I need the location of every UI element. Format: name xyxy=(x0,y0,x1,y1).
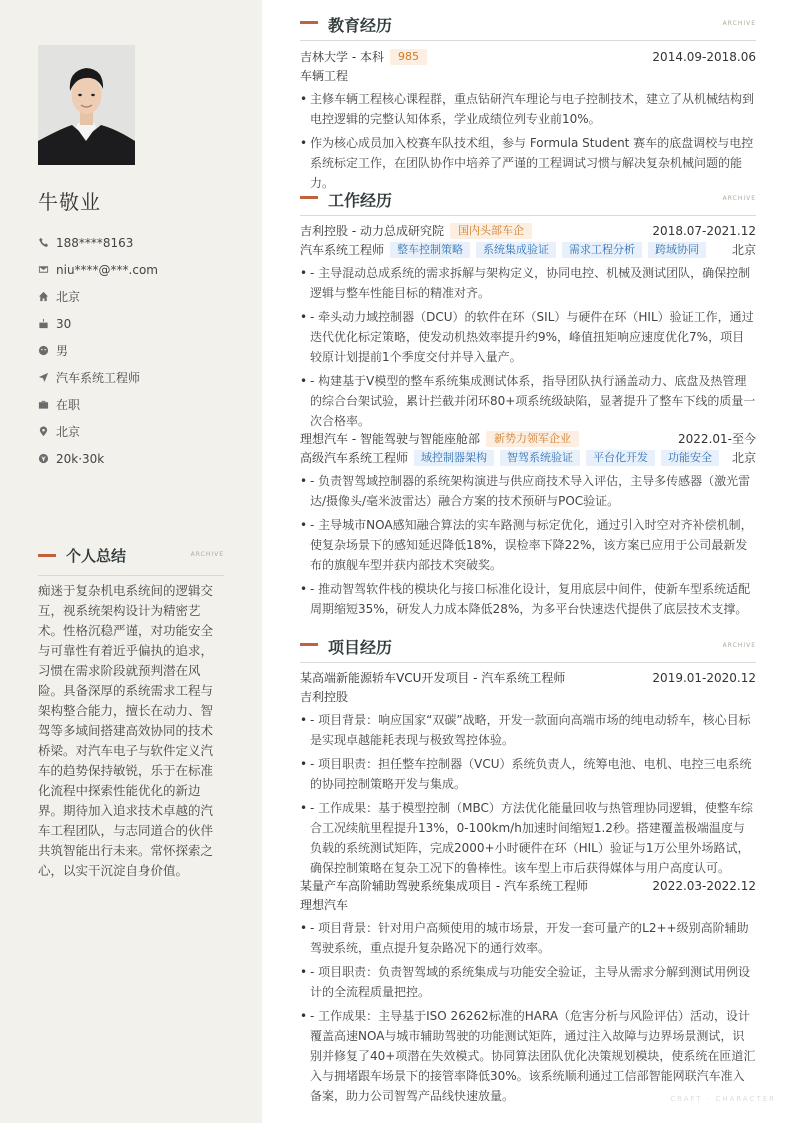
profile-photo xyxy=(38,45,135,165)
company-name: 吉利控股 - 动力总成研究院 xyxy=(300,224,444,238)
work-entry xyxy=(300,221,756,431)
education-section-header xyxy=(300,10,756,41)
work-section-header xyxy=(300,185,756,216)
list-item: • - 负责智驾域控制器的系统架构演进与供应商技术导入评估，主导多传感器（激光雷达/摄像头/毫米波雷达）融合方案的技术预研与POC验证。 xyxy=(300,471,756,511)
job-role: 高级汽车系统工程师 xyxy=(300,451,409,465)
contact-email xyxy=(38,256,248,283)
section-accent-bar xyxy=(300,21,318,24)
list-item: • - 构建基于V模型的整车系统集成测试体系，指导团队执行涵盖动力、底盘及热管理的综合台架试验，累计拦截并闭环80+项系统级缺陷，显著提升了整车下线的质量一次合格率。 xyxy=(300,371,756,431)
project-org: 理想汽车 xyxy=(300,898,349,912)
summary-text: 痴迷于复杂机电系统间的逻辑交互，视系统架构设计为精密艺术。性格沉稳严谨，对功能安全与可靠性有着近乎偏执的追求，习惯在需求阶段就预判潜在风险。具备深厚的系统需求工程与架构整合能力，擅长在动力、智驾等多域间搭建高效协同的技术桥梁。对汽车电子与软件定义汽车的趋势保持敏锐，乐于在标准化流程中探索性能优化的新边界。期待加入追求技术卓越的汽车工程团队，与志同道合的伙伴共筑智能出行未来。常怀探索之心，以实干沉淀自身价值。 xyxy=(38,583,214,878)
list-item: • - 项目背景：针对用户高频使用的城市场景，开发一套可量产的L2++级别高阶辅助驾驶系统，重点提升复杂路况下的通行效率。 xyxy=(300,918,756,958)
major: 车辆工程 xyxy=(300,69,349,83)
section-tag: ARCHIVE xyxy=(722,642,756,649)
skill-tag: 整车控制策略 xyxy=(390,242,470,258)
list-item: • - 工作成果：主导基于ISO 26262标准的HARA（危害分析与风险评估）活动，设计覆盖高速NOA与城市辅助驾驶的功能测试矩阵，通过注入故障与边界场景测试，识别并修复了40+项潜在失效模式。协同算法团队优化决策规划模块，使系统在匝道汇入与拥堵跟车场景下的接管率降低30%。该系统顺利通过工信部智能网联汽车准入备案，助力公司智驾产品线快速放量。 xyxy=(300,1006,756,1106)
section-accent-bar xyxy=(300,196,318,199)
project-entry xyxy=(300,876,756,1106)
list-item: • 作为核心成员加入校赛车队技术组，参与 Formula Student 赛车的底盘调校与电控系统标定工作，在团队协作中培养了严谨的工程调试习惯与解决复杂机械问题的能力。 xyxy=(300,133,756,193)
section-tag: ARCHIVE xyxy=(190,551,224,558)
list-item: • - 推动智驾软件栈的模块化与接口标准化设计，复用底层中间件，使新车型系统适配周期缩短35%，研发人力成本降低28%，为多平台快速迭代提供了底层技术支撑。 xyxy=(300,579,756,619)
gender-icon xyxy=(38,345,56,356)
contact-text: 在职 xyxy=(56,398,81,412)
section-accent-bar xyxy=(300,643,318,646)
project-period: 2022.03-2022.12 xyxy=(652,878,756,893)
cake-icon xyxy=(38,318,56,329)
list-item: • - 项目背景：响应国家“双碳”战略，开发一款面向高端市场的纯电动轿车，核心目标是实现卓越能耗表现与极致驾控体验。 xyxy=(300,710,756,750)
candidate-name: 牛敬业 xyxy=(38,190,101,214)
section-tag: ARCHIVE xyxy=(722,20,756,27)
briefcase-icon xyxy=(38,399,56,410)
job-period: 2022.01-至今 xyxy=(678,432,756,446)
contact-home xyxy=(38,283,248,310)
skill-tag: 平台化开发 xyxy=(586,450,655,466)
project-period: 2019.01-2020.12 xyxy=(652,670,756,685)
contact-position xyxy=(38,364,248,391)
home-icon xyxy=(38,291,56,302)
school-name: 吉林大学 - 本科 xyxy=(300,50,384,64)
list-item: • - 主导城市NOA感知融合算法的实车路测与标定优化，通过引入时空对齐补偿机制，使复杂场景下的感知延迟降低18%，误检率下降22%，该方案已应用于公司最新发布的旗舰车型并获内部技术突破奖。 xyxy=(300,515,756,575)
contact-list xyxy=(38,229,248,472)
skill-tag: 智驾系统验证 xyxy=(500,450,580,466)
contact-phone xyxy=(38,229,248,256)
project-name: 某量产车高阶辅助驾驶系统集成项目 - 汽车系统工程师 xyxy=(300,879,588,893)
mail-icon xyxy=(38,264,56,275)
project-name: 某高端新能源轿车VCU开发项目 - 汽车系统工程师 xyxy=(300,671,566,685)
contact-text: 188****8163 xyxy=(56,235,134,250)
list-item: • 主修车辆工程核心课程群，重点钻研汽车理论与电子控制技术，建立了从机械结构到电控逻辑的完整认知体系，学业成绩位列专业前10%。 xyxy=(300,89,756,129)
skill-tag: 需求工程分析 xyxy=(562,242,642,258)
contact-text: 20k·30k xyxy=(56,451,105,466)
section-title: 工作经历 xyxy=(328,191,393,210)
contact-text: 北京 xyxy=(56,290,81,304)
contact-text: 男 xyxy=(56,344,69,358)
list-item: • - 项目职责：负责智驾域的系统集成与功能安全验证，主导从需求分解到测试用例设计的全流程质量把控。 xyxy=(300,962,756,1002)
contact-text: 汽车系统工程师 xyxy=(56,371,141,385)
contact-text: 北京 xyxy=(56,425,81,439)
list-item: • - 牵头动力域控制器（DCU）的软件在环（SIL）与硬件在环（HIL）验证工作，通过迭代优化标定策略，使发动机热效率提升约9%，峰值扭矩响应速度优化7%，项目较原计划提前1个季度交付并导入量产。 xyxy=(300,307,756,367)
education-period: 2014.09-2018.06 xyxy=(652,49,756,64)
skill-tag: 域控制器架构 xyxy=(414,450,494,466)
school-badge: 985 xyxy=(390,49,427,65)
list-item: • - 项目职责：担任整车控制器（VCU）系统负责人，统筹电池、电机、电控三电系统的协同控制策略开发与集成。 xyxy=(300,754,756,794)
section-accent-bar xyxy=(38,554,56,557)
job-city: 北京 xyxy=(731,451,756,465)
summary-section-header xyxy=(38,545,224,576)
section-title: 项目经历 xyxy=(328,638,393,657)
phone-icon xyxy=(38,237,56,248)
skill-tag: 功能安全 xyxy=(661,450,719,466)
contact-gender xyxy=(38,337,248,364)
project-entry xyxy=(300,668,756,878)
skill-tag: 跨域协同 xyxy=(648,242,706,258)
company-badge: 国内头部车企 xyxy=(450,223,532,239)
projects-section-header xyxy=(300,632,756,663)
location-pin-icon xyxy=(38,426,56,437)
job-role: 汽车系统工程师 xyxy=(300,243,385,257)
job-city: 北京 xyxy=(731,243,756,257)
project-org: 吉利控股 xyxy=(300,690,349,704)
job-period: 2018.07-2021.12 xyxy=(652,223,756,238)
skill-tag: 系统集成验证 xyxy=(476,242,556,258)
contact-text: niu****@***.com xyxy=(56,262,158,277)
contact-salary xyxy=(38,445,248,472)
company-badge: 新势力领军企业 xyxy=(486,431,579,447)
company-name: 理想汽车 - 智能驾驶与智能座舱部 xyxy=(300,432,480,446)
section-title: 教育经历 xyxy=(328,16,393,35)
send-icon xyxy=(38,372,56,383)
list-item: • - 主导混动总成系统的需求拆解与架构定义，协同电控、机械及测试团队，确保控制逻辑与整车性能目标的精准对齐。 xyxy=(300,263,756,303)
contact-text: 30 xyxy=(56,316,72,331)
salary-icon xyxy=(38,453,56,464)
list-item: • - 工作成果：基于模型控制（MBC）方法优化能量回收与热管理协同逻辑，使整车综合工况续航里程提升13%，0-100km/h加速时间缩短1.2秒。搭建覆盖极端温度与负载的系统测试矩阵，完成2000+小时硬件在环（HIL）验证与1万公里外场路试，确保控制策略在复杂工况下的鲁棒性。该车型上市后获得媒体与用户高度认可。 xyxy=(300,798,756,878)
contact-location xyxy=(38,418,248,445)
contact-status xyxy=(38,391,248,418)
work-entry xyxy=(300,429,756,619)
contact-age xyxy=(38,310,248,337)
education-entry xyxy=(300,47,756,193)
watermark: CRAFT · CHARACTER xyxy=(670,1095,776,1103)
section-tag: ARCHIVE xyxy=(722,195,756,202)
section-title: 个人总结 xyxy=(66,547,127,565)
